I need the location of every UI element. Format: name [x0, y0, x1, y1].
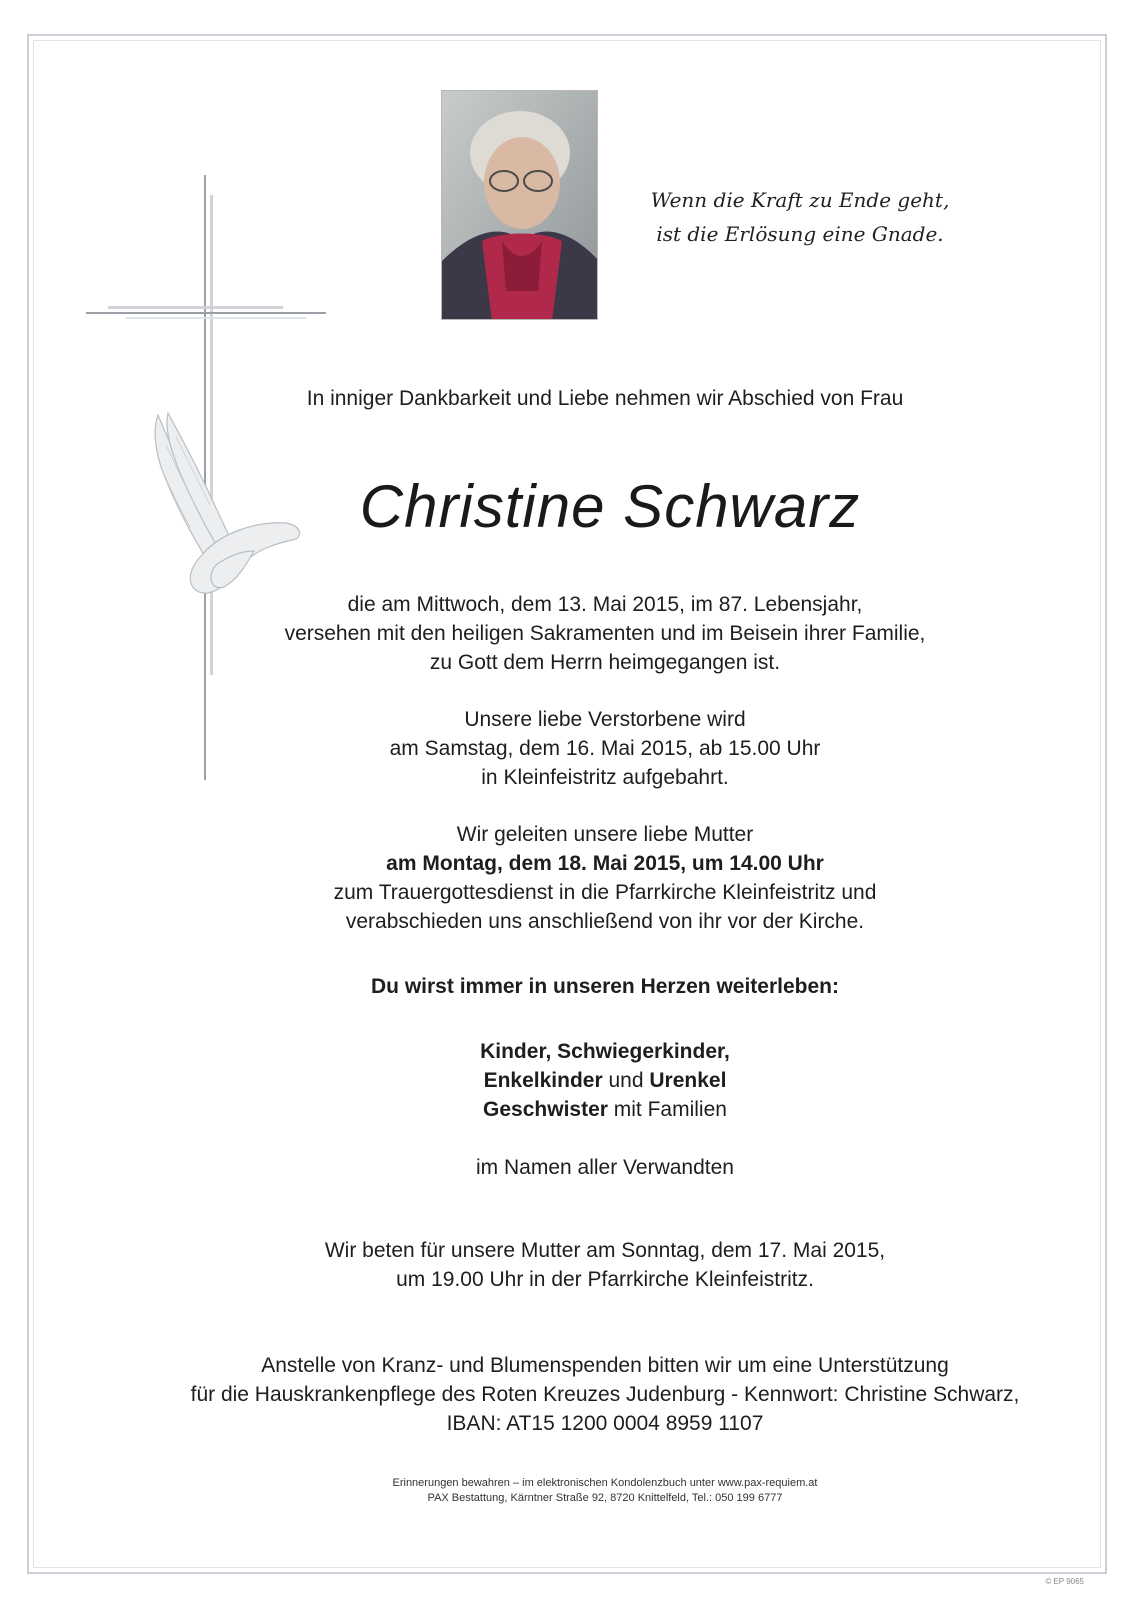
- mourners-families: mit Familien: [607, 1098, 727, 1121]
- prayer-text: [140, 1236, 1070, 1294]
- deceased-name: Christine Schwarz: [359, 473, 861, 540]
- relatives-line: im Namen aller Verwandten: [476, 1156, 734, 1179]
- footer-address-line: PAX Bestattung, Kärntner Straße 92, 8720 Knittelfeld, Tel.: 050 199 6777: [427, 1492, 783, 1504]
- footer: [140, 1476, 1070, 1506]
- donation-line: für die Hauskrankenpflege des Roten Kreuzes Judenburg - Kennwort: Christine Schwarz,: [190, 1383, 1020, 1406]
- viewing-line: am Samstag, dem 16. Mai 2015, ab 15.00 Uhr: [389, 737, 821, 760]
- funeral-line: Wir geleiten unsere liebe Mutter: [456, 823, 754, 846]
- prayer-line: Wir beten für unsere Mutter am Sonntag, dem 17. Mai 2015,: [324, 1239, 886, 1262]
- passing-text: [140, 590, 1070, 677]
- footer-condolence-line: Erinnerungen bewahren – im elektronischen Kondolenzbuch unter www.pax-requiem.at: [392, 1477, 818, 1489]
- farewell-heading: [140, 972, 1070, 1001]
- mourners-line: Kinder, Schwiegerkinder,: [480, 1040, 730, 1063]
- passing-line: zu Gott dem Herrn heimgegangen ist.: [429, 651, 781, 674]
- donation-text: [140, 1351, 1070, 1438]
- funeral-line: zum Trauergottesdienst in die Pfarrkirche Kleinfeistritz und: [333, 881, 877, 904]
- funeral-text: [140, 820, 1070, 936]
- viewing-line: in Kleinfeistritz aufgebahrt.: [481, 766, 729, 789]
- farewell-line: Du wirst immer in unseren Herzen weiterleben:: [371, 975, 839, 998]
- viewing-line: Unsere liebe Verstorbene wird: [464, 708, 746, 731]
- mourners-line: [140, 1066, 1070, 1095]
- mourners-line: [140, 1095, 1070, 1124]
- mourners-grandchildren: Enkelkinder: [483, 1069, 603, 1092]
- donation-line: Anstelle von Kranz- und Blumenspenden bitten wir um eine Unterstützung: [261, 1354, 949, 1377]
- mourners-joiner: und: [602, 1069, 650, 1092]
- passing-line: die am Mittwoch, dem 13. Mai 2015, im 87. Lebensjahr,: [347, 593, 863, 616]
- portrait-photo: [441, 90, 598, 320]
- mourners-great-grandchildren: Urenkel: [649, 1069, 727, 1092]
- motto: [620, 183, 980, 251]
- intro-line: In inniger Dankbarkeit und Liebe nehmen wir Abschied von Frau: [306, 387, 904, 410]
- mourners-list: [140, 1037, 1070, 1124]
- form-code: © EP 9065: [1045, 1577, 1084, 1586]
- passing-line: versehen mit den heiligen Sakramenten und im Beisein ihrer Familie,: [284, 622, 926, 645]
- intro-text: [140, 384, 1070, 413]
- viewing-text: [140, 705, 1070, 792]
- relatives-text: [140, 1153, 1070, 1182]
- prayer-line: um 19.00 Uhr in der Pfarrkirche Kleinfeistritz.: [396, 1268, 814, 1291]
- funeral-date-line: am Montag, dem 18. Mai 2015, um 14.00 Uhr: [386, 852, 824, 875]
- donation-iban: IBAN: AT15 1200 0004 8959 1107: [446, 1412, 764, 1435]
- funeral-line: verabschieden uns anschließend von ihr vor der Kirche.: [345, 910, 865, 933]
- motto-line: Wenn die Kraft zu Ende geht,: [650, 188, 950, 212]
- motto-line: ist die Erlösung eine Gnade.: [656, 222, 944, 246]
- mourners-siblings: Geschwister: [483, 1098, 608, 1121]
